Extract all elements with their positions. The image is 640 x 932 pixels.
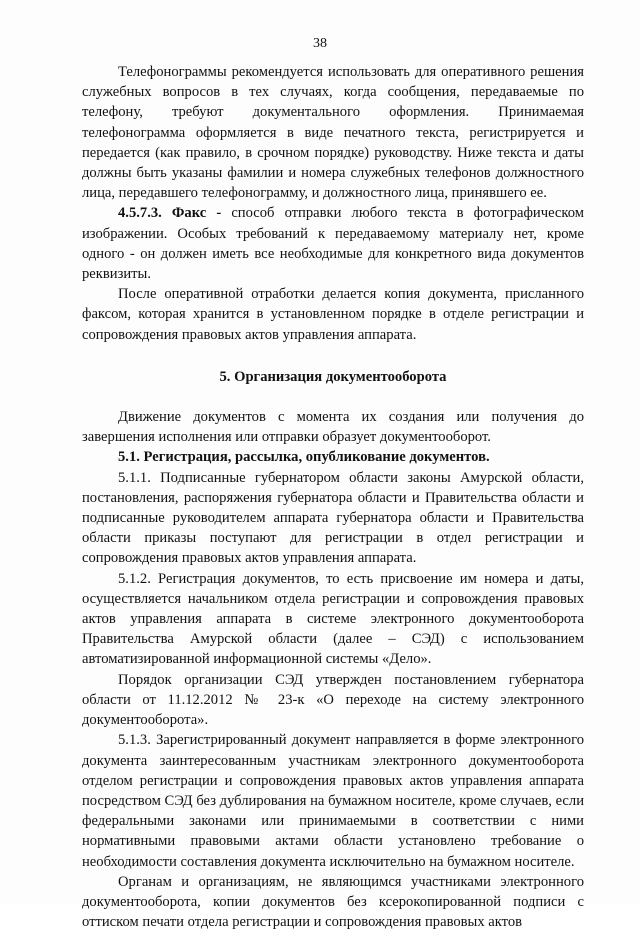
paragraph-fax: [82, 203, 584, 284]
fax-term: 4.5.7.3. Факс -: [118, 205, 222, 222]
paragraph-copies: Органам и организациям, не являющимся участниками электронного документооборота, копии документов без ксерокопированной подписи с оттиском печати отдела регистрации и сопровождения правовых актов: [82, 873, 584, 931]
paragraph-document-flow: Движение документов с момента их создания или получения до завершения исполнения или отправки образует документооборот.: [82, 409, 584, 446]
page-number: 38: [313, 36, 327, 51]
paragraph-telephonogram: Телефонограммы рекомендуется использовать для оперативного решения служебных вопросов в тех случаях, когда сообщения, передаваемые по телефону, требуют документального оформления. Принимаемая телефонограмма оформляется в виде печатного текста, регистрируется и передается (как правило, в срочном порядке) руководству. Ниже текста и даты должны быть указаны фамилии и номера служебных телефонов должностного лица, передавшего телефонограмму, и должностного лица, принявшего ее.: [82, 64, 584, 202]
paragraph-5-1-3: 5.1.3. Зарегистрированный документ направляется в форме электронного документа заинтересованным участникам электронного документооборота отделом регистрации и сопровождения правовых актов управления аппарата посредством СЭД без дублирования на бумажном носителе, кроме случаев, если федеральными законами или принимаемыми в соответствии с ними нормативными правовыми актами области установлено требование о необходимости составления документа исключительно на бумажном носителе.: [82, 732, 584, 870]
subsection-heading: 5.1. Регистрация, рассылка, опубликование документов.: [118, 449, 490, 466]
section-heading: 5. Организация документооборота: [219, 368, 447, 385]
paragraph-sed-order: Порядок организации СЭД утвержден постановлением губернатора области от 11.12.2012 № 23-к «О переходе на систему электронного документооборота».: [82, 671, 584, 729]
paragraph-5-1-1: 5.1.1. Подписанные губернатором области законы Амурской области, постановления, распоряжения губернатора области и Правительства области и подписанные руководителем аппарата губернатора области и Правительства области приказы поступают для регистрации в отдел регистрации и сопровождения правовых актов управления аппарата.: [82, 469, 584, 567]
paragraph-fax-copy: После оперативной отработки делается копия документа, присланного факсом, которая хранится в установленном порядке в отделе регистрации и сопровождения правовых актов управления аппарата.: [82, 286, 584, 343]
paragraph-5-1-2: 5.1.2. Регистрация документов, то есть присвоение им номера и даты, осуществляется начальником отдела регистрации и сопровождения правовых актов управления аппарата в системе электронного документооборота Правительства Амурской области (далее – СЭД) с использованием автоматизированной информационной системы «Дело».: [82, 570, 584, 668]
fax-definition: способ отправки любого текста в фотографическом изображении. Особых требований к передаваемому материалу нет, кроме одного - он должен иметь все необходимые для конкретного вида документов реквизиты.: [82, 205, 584, 283]
document-body: [82, 62, 584, 932]
